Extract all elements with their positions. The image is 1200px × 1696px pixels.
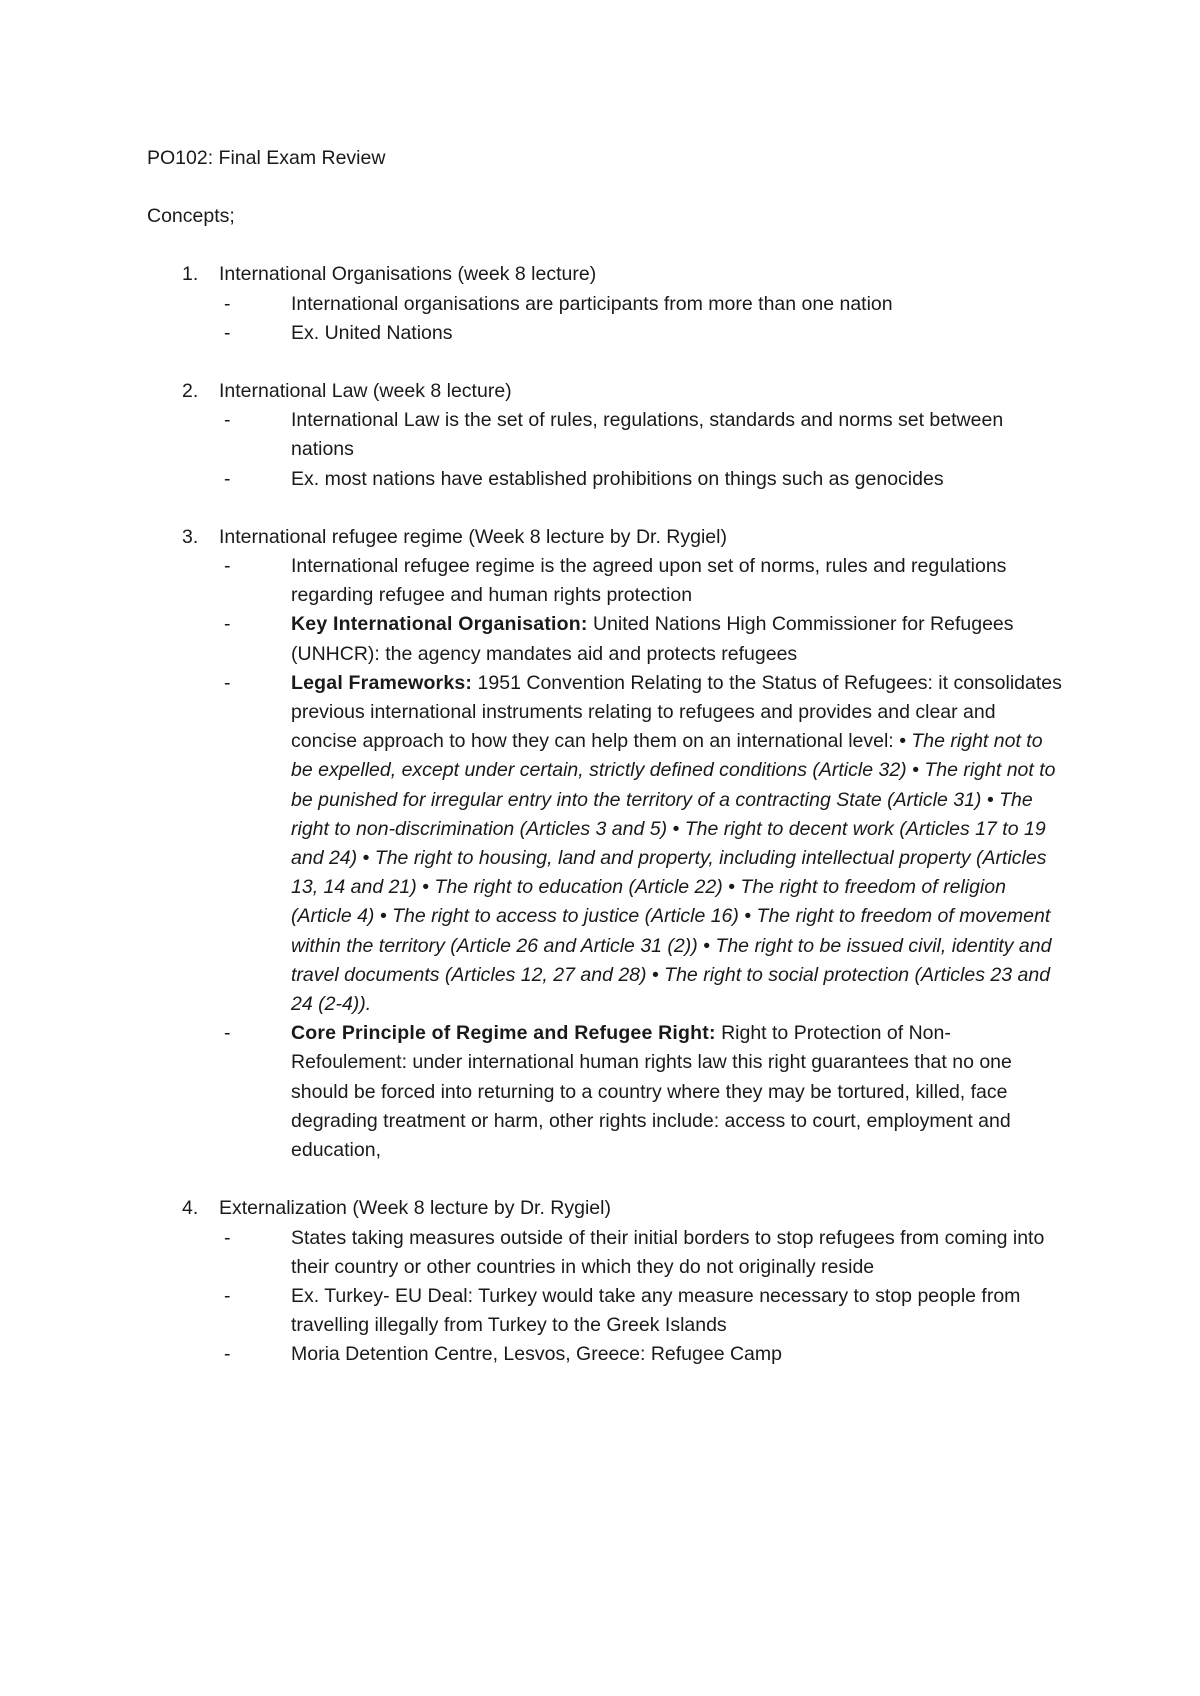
bullet-text: United Nations High Commissioner for Refugees (UNHCR): the agency mandates aid and protects refugees: [291, 613, 1014, 665]
bullet-item: [219, 465, 1067, 494]
bullet-marker: -: [224, 321, 231, 344]
concept-number: 3.: [182, 525, 199, 548]
concept-heading-row: [147, 377, 1067, 406]
bullet-marker: -: [224, 1226, 231, 1249]
bullet-item: [219, 1340, 1067, 1369]
concept-heading: International refugee regime (Week 8 lecture by Dr. Rygiel): [219, 525, 727, 548]
bullet-item: [219, 1224, 1067, 1282]
bullet-list: [147, 552, 1067, 1165]
bullet-marker: -: [224, 671, 231, 694]
concept-item: [147, 1194, 1067, 1369]
bullet-text: International organisations are participants from more than one nation: [291, 292, 893, 315]
bullet-marker: -: [224, 292, 231, 315]
concept-heading: International Organisations (week 8 lecture): [219, 263, 597, 286]
bullet-item: [219, 319, 1067, 348]
bullet-list: [147, 290, 1067, 348]
bullet-item: [219, 290, 1067, 319]
bullet-item: [219, 1282, 1067, 1340]
bullet-item: [219, 610, 1067, 668]
bullet-list: [147, 406, 1067, 494]
bullet-text: Ex. United Nations: [291, 321, 453, 344]
bullet-text: States taking measures outside of their initial borders to stop refugees from coming into their country or other countries in which they do not originally reside: [291, 1226, 1045, 1278]
concepts-list: [147, 260, 1067, 1369]
bullet-marker: -: [224, 467, 231, 490]
bullet-text-block: [291, 1019, 1067, 1165]
bullet-item: [219, 1019, 1067, 1165]
bullet-marker: -: [224, 1022, 231, 1045]
document-body: [147, 144, 1067, 1399]
bullet-text: International refugee regime is the agreed upon set of norms, rules and regulations regarding refugee and human rights protection: [291, 555, 1007, 607]
bullet-text-block: [291, 669, 1067, 1019]
bullet-marker: -: [224, 1343, 231, 1366]
bullet-text: Ex. Turkey- EU Deal: Turkey would take any measure necessary to stop people from travelling illegally from Turkey to the Greek Islands: [291, 1284, 1021, 1337]
bullet-label: Legal Frameworks:: [291, 671, 473, 694]
concept-item: [147, 260, 1067, 348]
bullet-label: Core Principle of Regime and Refugee Right:: [291, 1022, 716, 1045]
bullet-list: [147, 1224, 1067, 1370]
bullet-item: [219, 552, 1067, 610]
concept-item: [147, 523, 1067, 1165]
concept-heading: Externalization (Week 8 lecture by Dr. Rygiel): [219, 1197, 611, 1220]
concept-heading-row: [147, 523, 1067, 552]
bullet-text-block: [291, 610, 1067, 668]
bullet-text: International Law is the set of rules, regulations, standards and norms set between nations: [291, 409, 1004, 461]
document-intro: Concepts;: [147, 205, 235, 228]
bullet-item: [219, 669, 1067, 1019]
bullet-marker: -: [224, 613, 231, 636]
bullet-item: [219, 406, 1067, 464]
concept-item: [147, 377, 1067, 494]
bullet-marker: -: [224, 409, 231, 432]
concept-heading: International Law (week 8 lecture): [219, 380, 512, 403]
concept-heading-row: [147, 260, 1067, 289]
bullet-text: Ex. most nations have established prohibitions on things such as genocides: [291, 467, 944, 490]
bullet-marker: -: [224, 555, 231, 578]
document-title: PO102: Final Exam Review: [147, 147, 386, 169]
rights-list-text: • The right not to be expelled, except under certain, strictly defined conditions (Article 32) • The right not to be punished for irregular entry into the territory of a contracting State (Article 31) • The right to non-discrimination (Articles 3 and 5) • The right to decent work (Articles 17 to 19 and 24) • The right to housing, land and property, including intellectual property (Articles 13, 14 and 21) • The right to education (Article 22) • The right to freedom of religion (Article 4) • The right to access to justice (Article 16) • The right to freedom of movement within the territory (Article 26 and Article 31 (2)) • The right to be issued civil, identity and travel documents (Articles 12, 27 and 28) • The right to social protection (Articles 23 and 24 (2-4)).: [291, 730, 1056, 1016]
concept-heading-row: [147, 1194, 1067, 1223]
concept-number: 4.: [182, 1197, 199, 1220]
bullet-text: Right to Protection of Non-Refoulement: under international human rights law this right guarantees that no one should be forced into returning to a country where they may be tortured, killed, face degrading treatment or harm, other rights include: access to court, employment and education,: [291, 1022, 1012, 1162]
concept-number: 2.: [182, 380, 199, 403]
concept-number: 1.: [182, 263, 199, 286]
bullet-text: 1951 Convention Relating to the Status of Refugees: it consolidates previous international instruments relating to refugees and provides and clear and concise approach to how they can help them on an international level:: [291, 671, 1062, 753]
bullet-label: Key International Organisation:: [291, 613, 588, 636]
bullet-text: Moria Detention Centre, Lesvos, Greece: Refugee Camp: [291, 1343, 782, 1366]
bullet-marker: -: [224, 1284, 231, 1307]
